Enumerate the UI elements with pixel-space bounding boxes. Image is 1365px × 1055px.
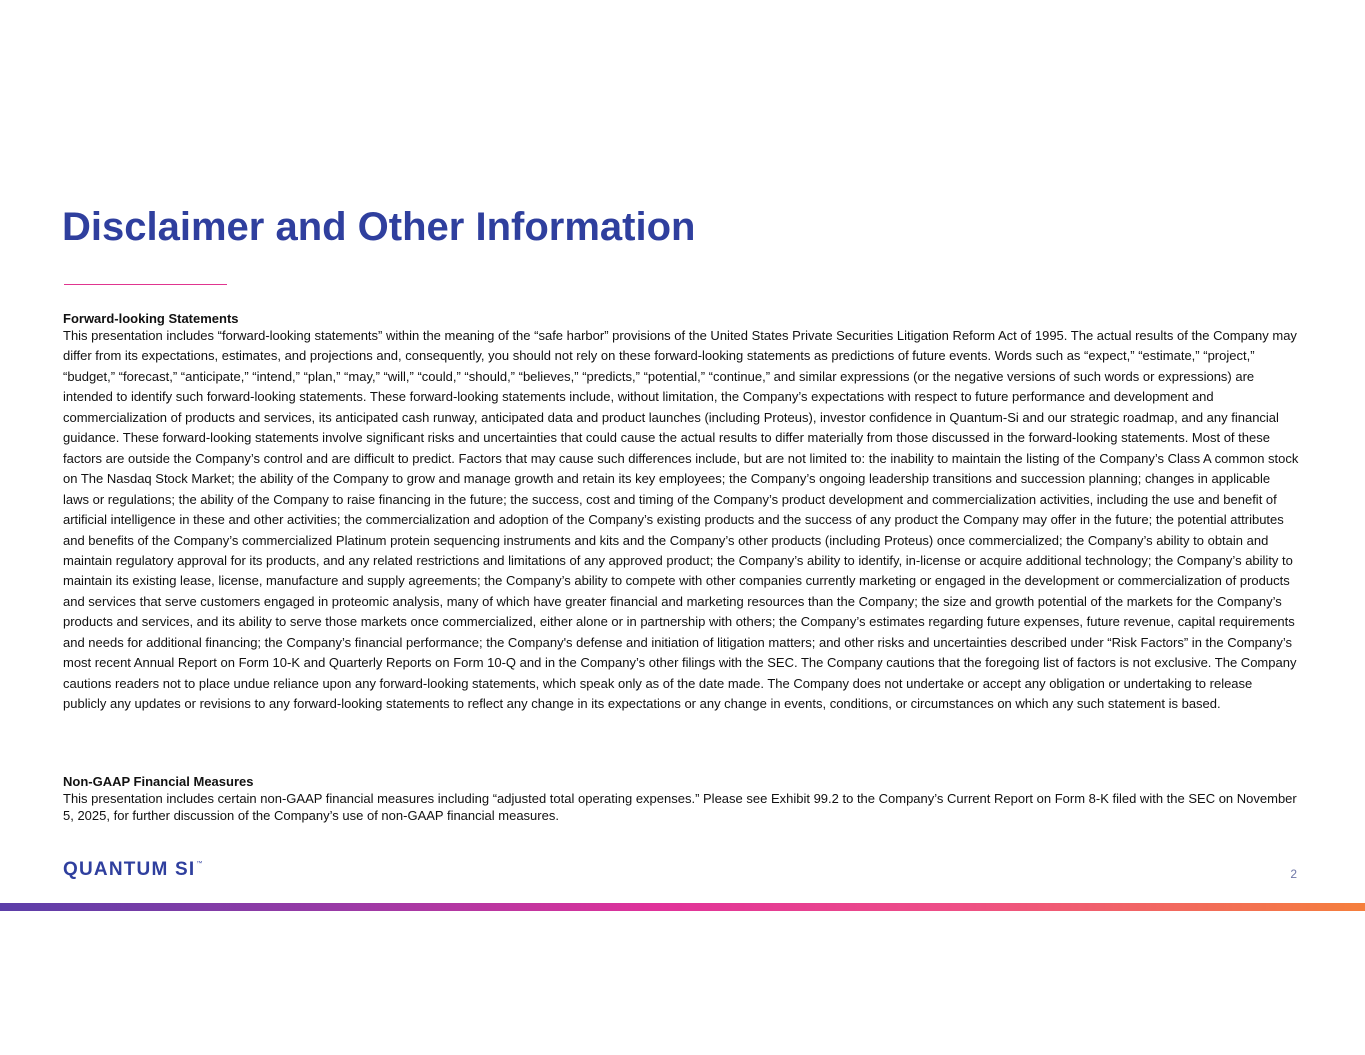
footer-gradient-bar [0, 903, 1365, 911]
forward-looking-heading: Forward-looking Statements [63, 311, 239, 326]
page-title: Disclaimer and Other Information [62, 205, 696, 249]
non-gaap-body: This presentation includes certain non-GAAP financial measures including “adjusted total operating expenses.” Please see Exhibit 99.2 to the Company’s Current Report on Form 8-K filed with the SEC on November 5, 2025, for further discussion of the Company’s use of non-GAAP financial measures. [63, 791, 1297, 823]
title-underline-divider [64, 284, 227, 285]
quantum-si-logo [63, 859, 202, 881]
trademark-mark: ™ [196, 861, 203, 867]
page-number: 2 [1290, 867, 1297, 881]
forward-looking-body: This presentation includes “forward-looking statements” within the meaning of the “safe harbor” provisions of the United States Private Securities Litigation Reform Act of 1995. The actual results of the Company may differ from its expectations, estimates, and projections and, consequently, you should not rely on these forward-looking statements as predictions of future events. Words such as “expect,” “estimate,” “project,” “budget,” “forecast,” “anticipate,” “intend,” “plan,” “may,” “will,” “could,” “should,” “believes,” “predicts,” “potential,” “continue,” and similar expressions (or the negative versions of such words or expressions) are intended to identify such forward-looking statements. These forward-looking statements include, without limitation, the Company’s expectations with respect to future performance and development and commercialization of products and services, its anticipated cash runway, anticipated data and product launches (including Proteus), investor confidence in Quantum-Si and our strategic roadmap, and any financial guidance. These forward-looking statements involve significant risks and uncertainties that could cause the actual results to differ materially from those discussed in the forward-looking statements. Most of these factors are outside the Company’s control and are difficult to predict. Factors that may cause such differences include, but are not limited to: the inability to maintain the listing of the Company’s Class A common stock on The Nasdaq Stock Market; the ability of the Company to grow and manage growth and retain its key employees; the Company’s ongoing leadership transitions and succession planning; changes in applicable laws or regulations; the ability of the Company to raise financing in the future; the success, cost and timing of the Company’s product development and commercialization activities, including the use and benefit of artificial intelligence in these and other activities; the commercialization and adoption of the Company’s existing products and the success of any product the Company may offer in the future; the potential attributes and benefits of the Company’s commercialized Platinum protein sequencing instruments and kits and the Company’s other products (including Proteus) once commercialized; the Company’s ability to obtain and maintain regulatory approval for its products, and any related restrictions and limitations of any approved product; the Company’s ability to identify, in-license or acquire additional technology; the Company’s ability to maintain its existing lease, license, manufacture and supply agreements; the Company’s ability to compete with other companies currently marketing or engaged in the development or commercialization of products and services that serve customers engaged in proteomic analysis, many of which have greater financial and marketing resources than the Company; the size and growth potential of the markets for the Company’s products and services, and its ability to serve those markets once commercialized, either alone or in partnership with others; the Company’s estimates regarding future expenses, future revenue, capital requirements and needs for additional financing; the Company’s financial performance; the Company's defense and initiation of litigation matters; and other risks and uncertainties described under “Risk Factors” in the Company’s most recent Annual Report on Form 10-K and Quarterly Reports on Form 10-Q and in the Company’s other filings with the SEC. The Company cautions that the foregoing list of factors is not exclusive. The Company cautions readers not to place undue reliance upon any forward-looking statements, which speak only as of the date made. The Company does not undertake or accept any obligation or undertaking to release publicly any updates or revisions to any forward-looking statements to reflect any change in its expectations or any change in events, conditions, or circumstances on which any such statement is based. [63, 328, 1299, 712]
logo-wordmark: QUANTUM SI [63, 859, 196, 880]
non-gaap-heading: Non-GAAP Financial Measures [63, 774, 254, 789]
